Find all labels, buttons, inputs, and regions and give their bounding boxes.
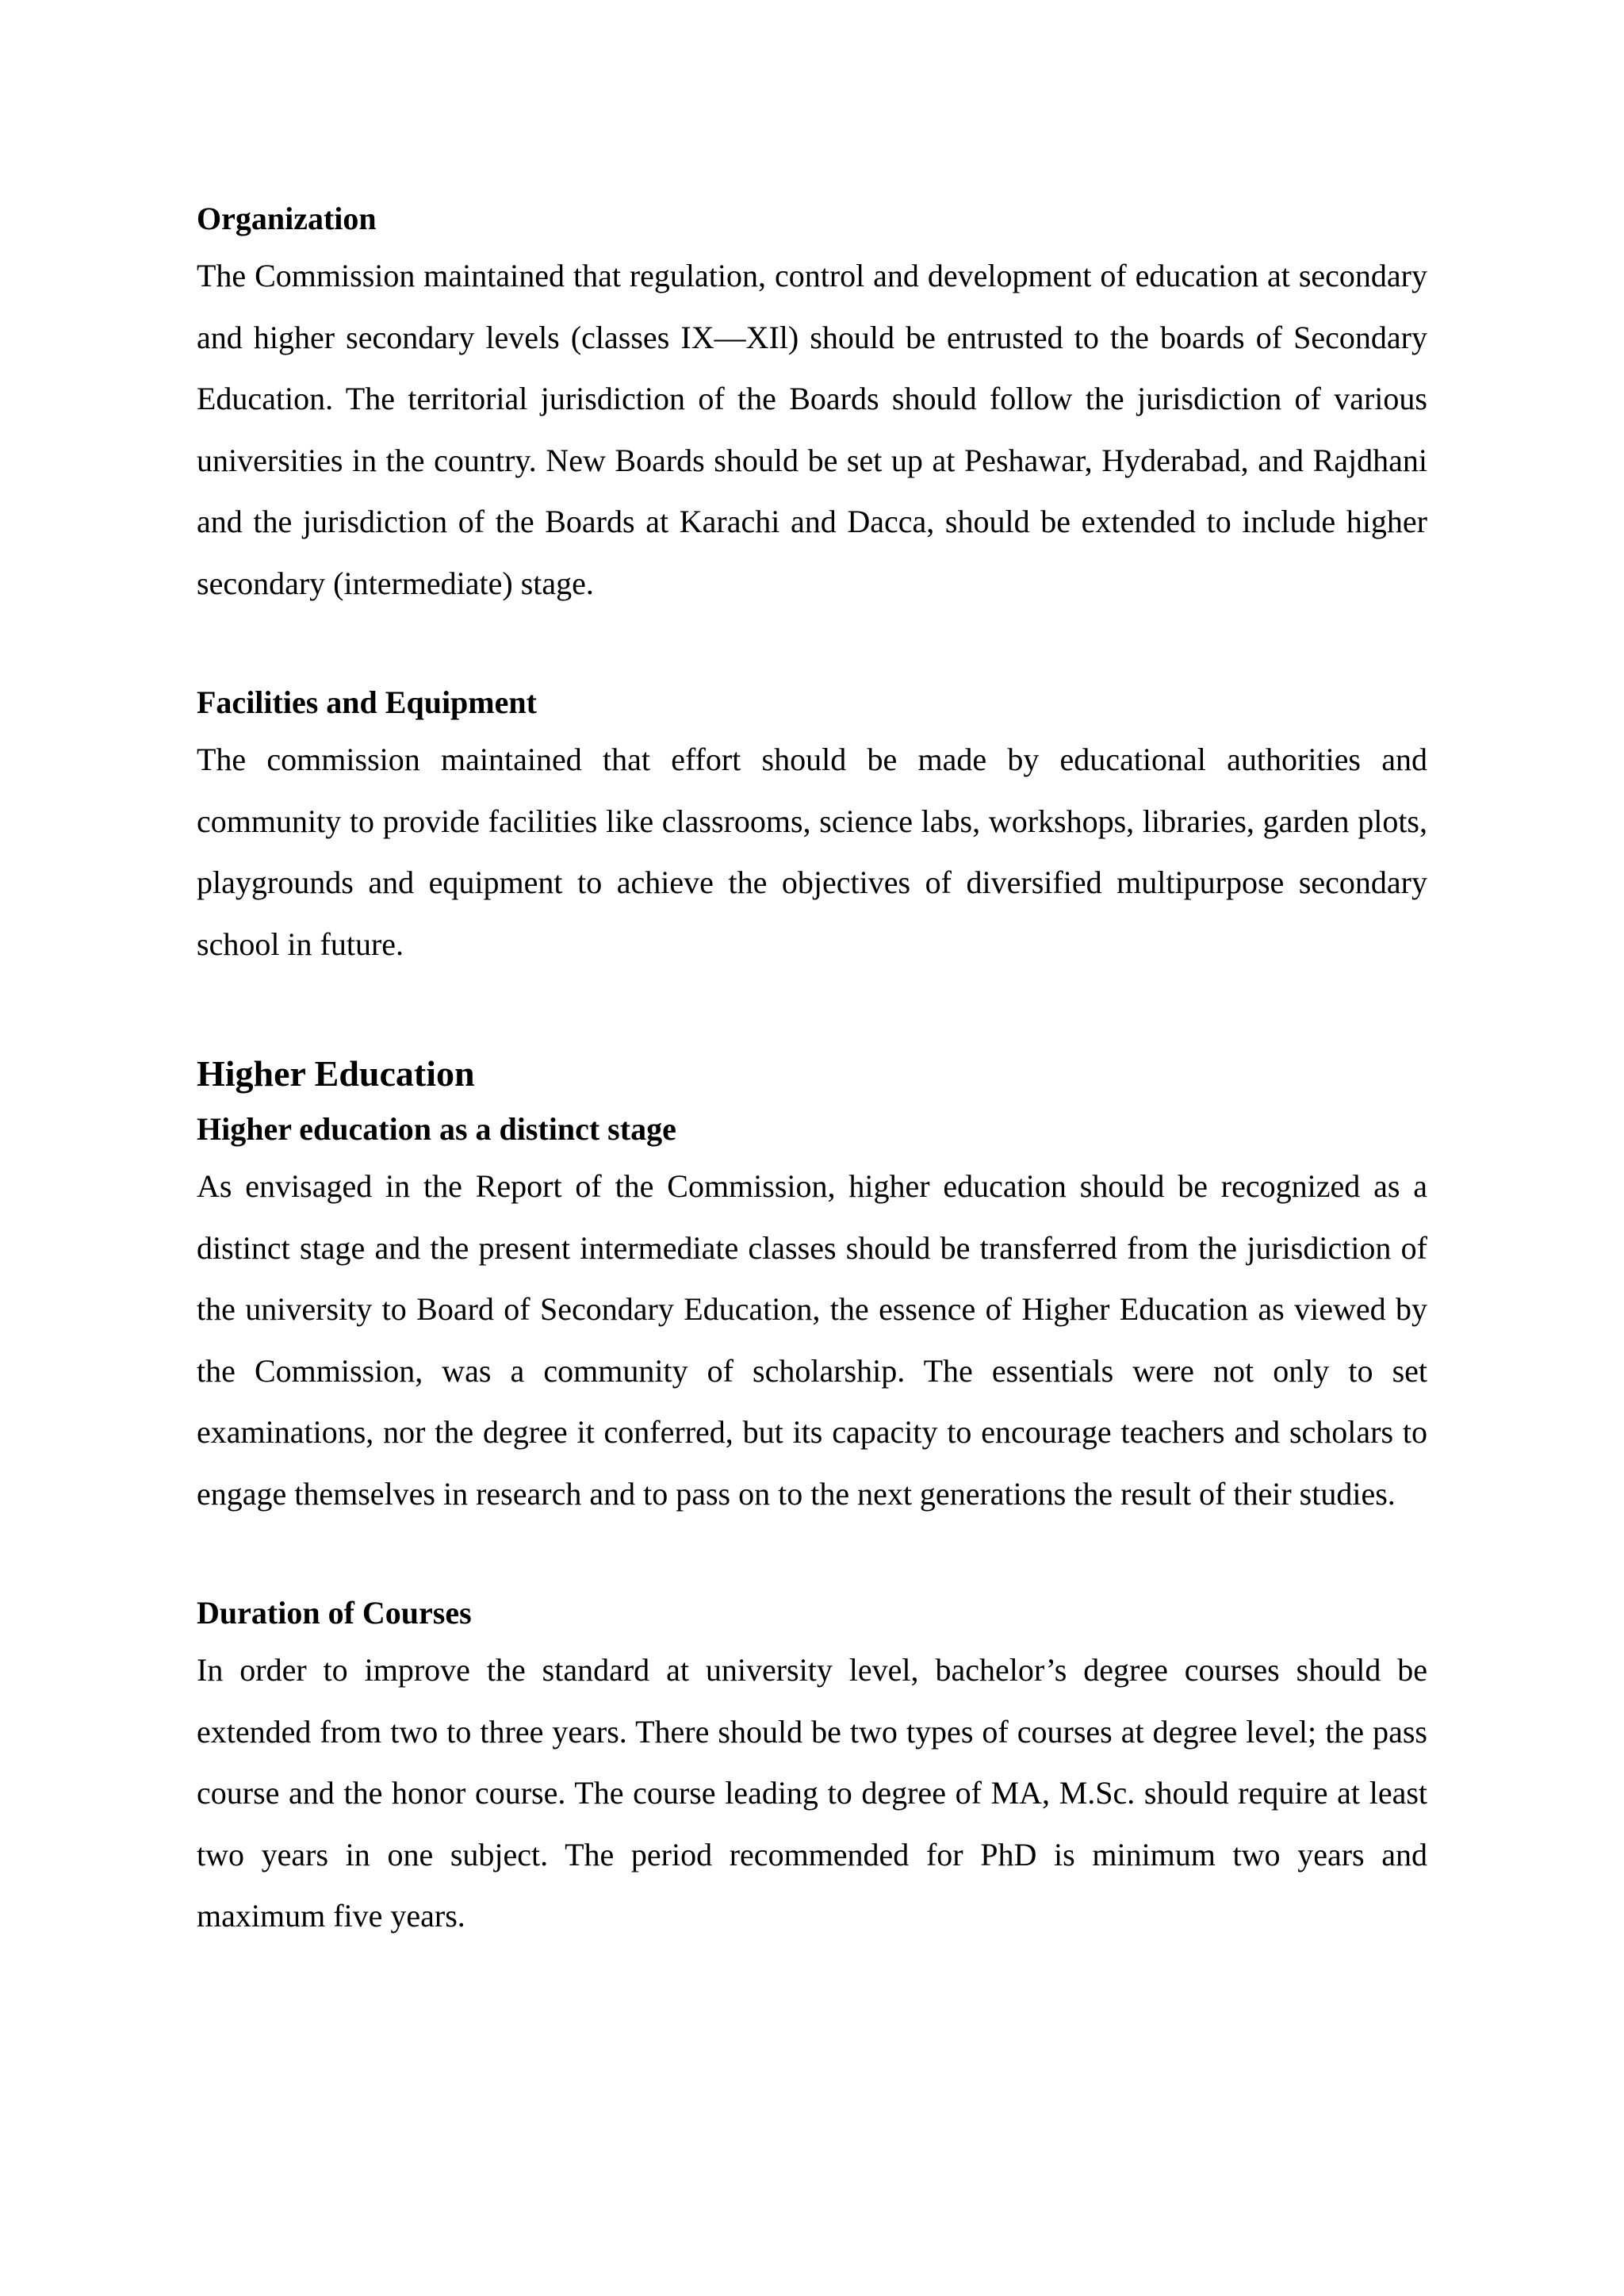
section-heading-organization: Organization (197, 201, 377, 236)
spacer (197, 1524, 1427, 1587)
section-heading-duration: Duration of Courses (197, 1595, 472, 1631)
paragraph-facilities: The commission maintained that effort should be made by educational authorities and community to provide facilities like classrooms, science labs, workshops, libraries, garden plots, playgrounds and equipment to achieve the objectives of diversified multipurpose secondary school in future. (197, 742, 1427, 962)
document-page (197, 193, 1427, 1947)
paragraph-duration: In order to improve the standard at university level, bachelor’s degree courses should be extended from two to three years. There should be two types of courses at degree level; the pass course and the honor course. The course leading to degree of MA, M.Sc. should require at least two years in one subject. The period recommended for PhD is minimum two years and maximum five years. (197, 1652, 1427, 1934)
major-heading-higher-education: Higher Education (197, 1053, 475, 1094)
section-heading-facilities: Facilities and Equipment (197, 684, 537, 720)
paragraph-organization: The Commission maintained that regulation, control and development of education at secondary and higher secondary levels (classes IX—XIl) should be entrusted to the boards of Secondary Education. The territorial jurisdiction of the Boards should follow the jurisdiction of various universities in the country. New Boards should be set up at Peshawar, Hyderabad, and Rajdhani and the jurisdiction of the Boards at Karachi and Dacca, should be extended to include higher secondary (intermediate) stage. (197, 258, 1427, 601)
section-heading-distinct-stage: Higher education as a distinct stage (197, 1111, 676, 1147)
paragraph-distinct-stage: As envisaged in the Report of the Commission, higher education should be recognized as a distinct stage and the present intermediate classes should be transferred from the jurisdiction of the university to Board of Secondary Education, the essence of Higher Education as viewed by the Commission, was a community of scholarship. The essentials were not only to set examinations, nor the degree it conferred, but its capacity to encourage teachers and scholars to engage themselves in research and to pass on to the next generations the result of their studies. (197, 1168, 1427, 1512)
spacer (197, 975, 1427, 1045)
spacer (197, 614, 1427, 677)
